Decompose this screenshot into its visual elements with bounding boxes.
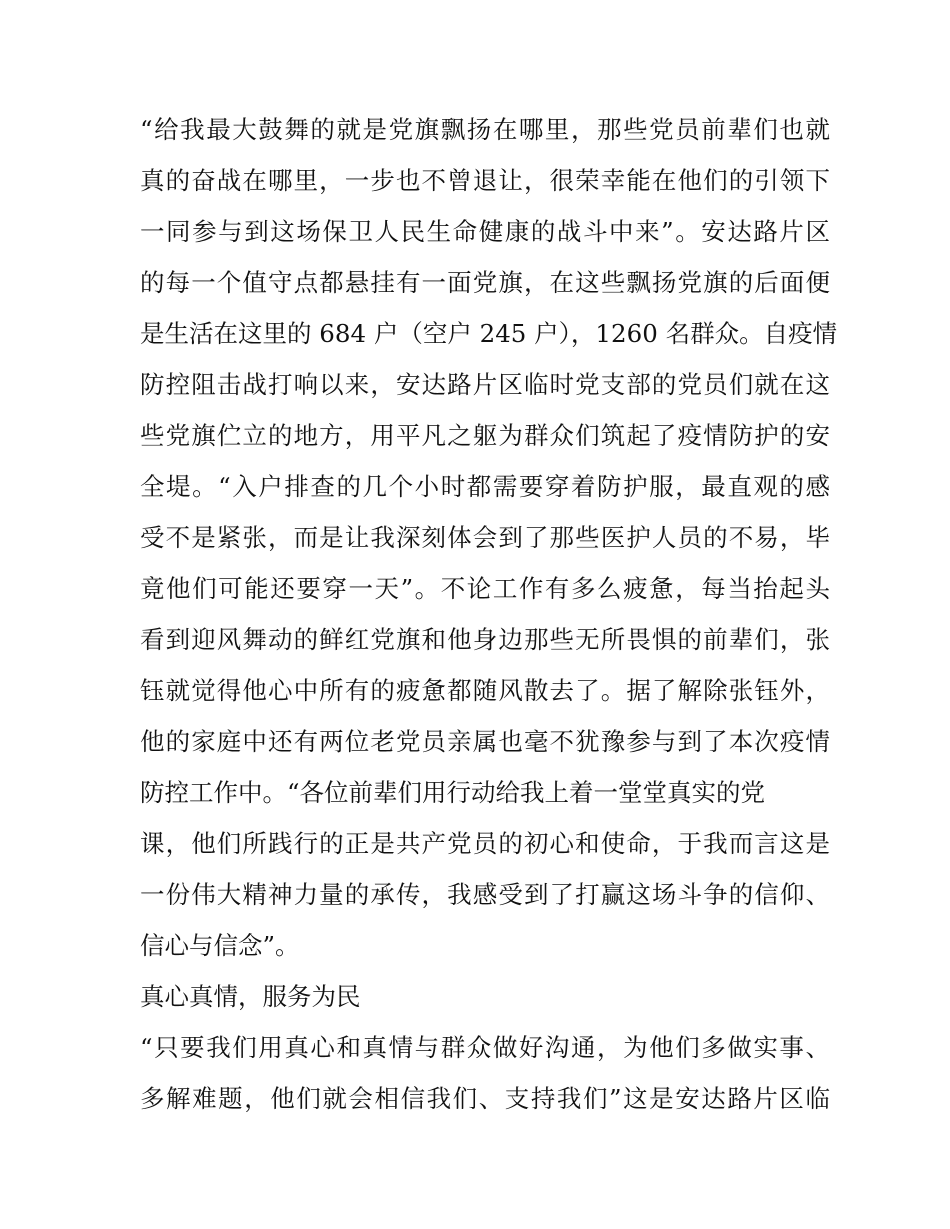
paragraph-line: 是生活在这里的 684 户（空户 245 户），1260 名群众。自疫情 xyxy=(140,319,838,348)
section-heading: 真心真情，服务为民 xyxy=(140,982,361,1011)
paragraph-line: “给我最大鼓舞的就是党旗飘扬在哪里，那些党员前辈们也就 xyxy=(140,115,830,144)
paragraph-line: 钰就觉得他心中所有的疲惫都随风散去了。据了解除张钰外， xyxy=(140,676,830,705)
document-body xyxy=(140,108,838,1128)
paragraph-line: 些党旗伫立的地方，用平凡之躯为群众们筑起了疫情防护的安 xyxy=(140,421,830,450)
paragraph-1 xyxy=(140,108,838,975)
paragraph-line: 课，他们所践行的正是共产党员的初心和使命，于我而言这是 xyxy=(140,829,830,858)
paragraph-line: 的每一个值守点都悬挂有一面党旗，在这些飘扬党旗的后面便 xyxy=(140,268,830,297)
paragraph-line: 全堤。“入户排查的几个小时都需要穿着防护服，最直观的感 xyxy=(140,472,830,501)
paragraph-line: 信心与信念”。 xyxy=(140,931,300,960)
paragraph-line: 防控工作中。“各位前辈们用行动给我上着一堂堂真实的党 xyxy=(140,778,766,807)
paragraph-2 xyxy=(140,1026,830,1128)
paragraph-line: “只要我们用真心和真情与群众做好沟通，为他们多做实事、 xyxy=(140,1033,830,1062)
paragraph-line: 他的家庭中还有两位老党员亲属也毫不犹豫参与到了本次疫情 xyxy=(140,727,830,756)
paragraph-line: 多解难题，他们就会相信我们、支持我们”这是安达路片区临 xyxy=(140,1084,830,1113)
paragraph-line: 竟他们可能还要穿一天”。不论工作有多么疲惫，每当抬起头 xyxy=(140,574,830,603)
paragraph-line: 真的奋战在哪里，一步也不曾退让，很荣幸能在他们的引领下 xyxy=(140,166,830,195)
paragraph-line: 一同参与到这场保卫人民生命健康的战斗中来”。安达路片区 xyxy=(140,217,830,246)
paragraph-line: 防控阻击战打响以来，安达路片区临时党支部的党员们就在这 xyxy=(140,370,830,399)
paragraph-line: 受不是紧张，而是让我深刻体会到了那些医护人员的不易，毕 xyxy=(140,523,830,552)
paragraph-line: 一份伟大精神力量的承传，我感受到了打赢这场斗争的信仰、 xyxy=(140,880,830,909)
paragraph-line: 看到迎风舞动的鲜红党旗和他身边那些无所畏惧的前辈们，张 xyxy=(140,625,830,654)
